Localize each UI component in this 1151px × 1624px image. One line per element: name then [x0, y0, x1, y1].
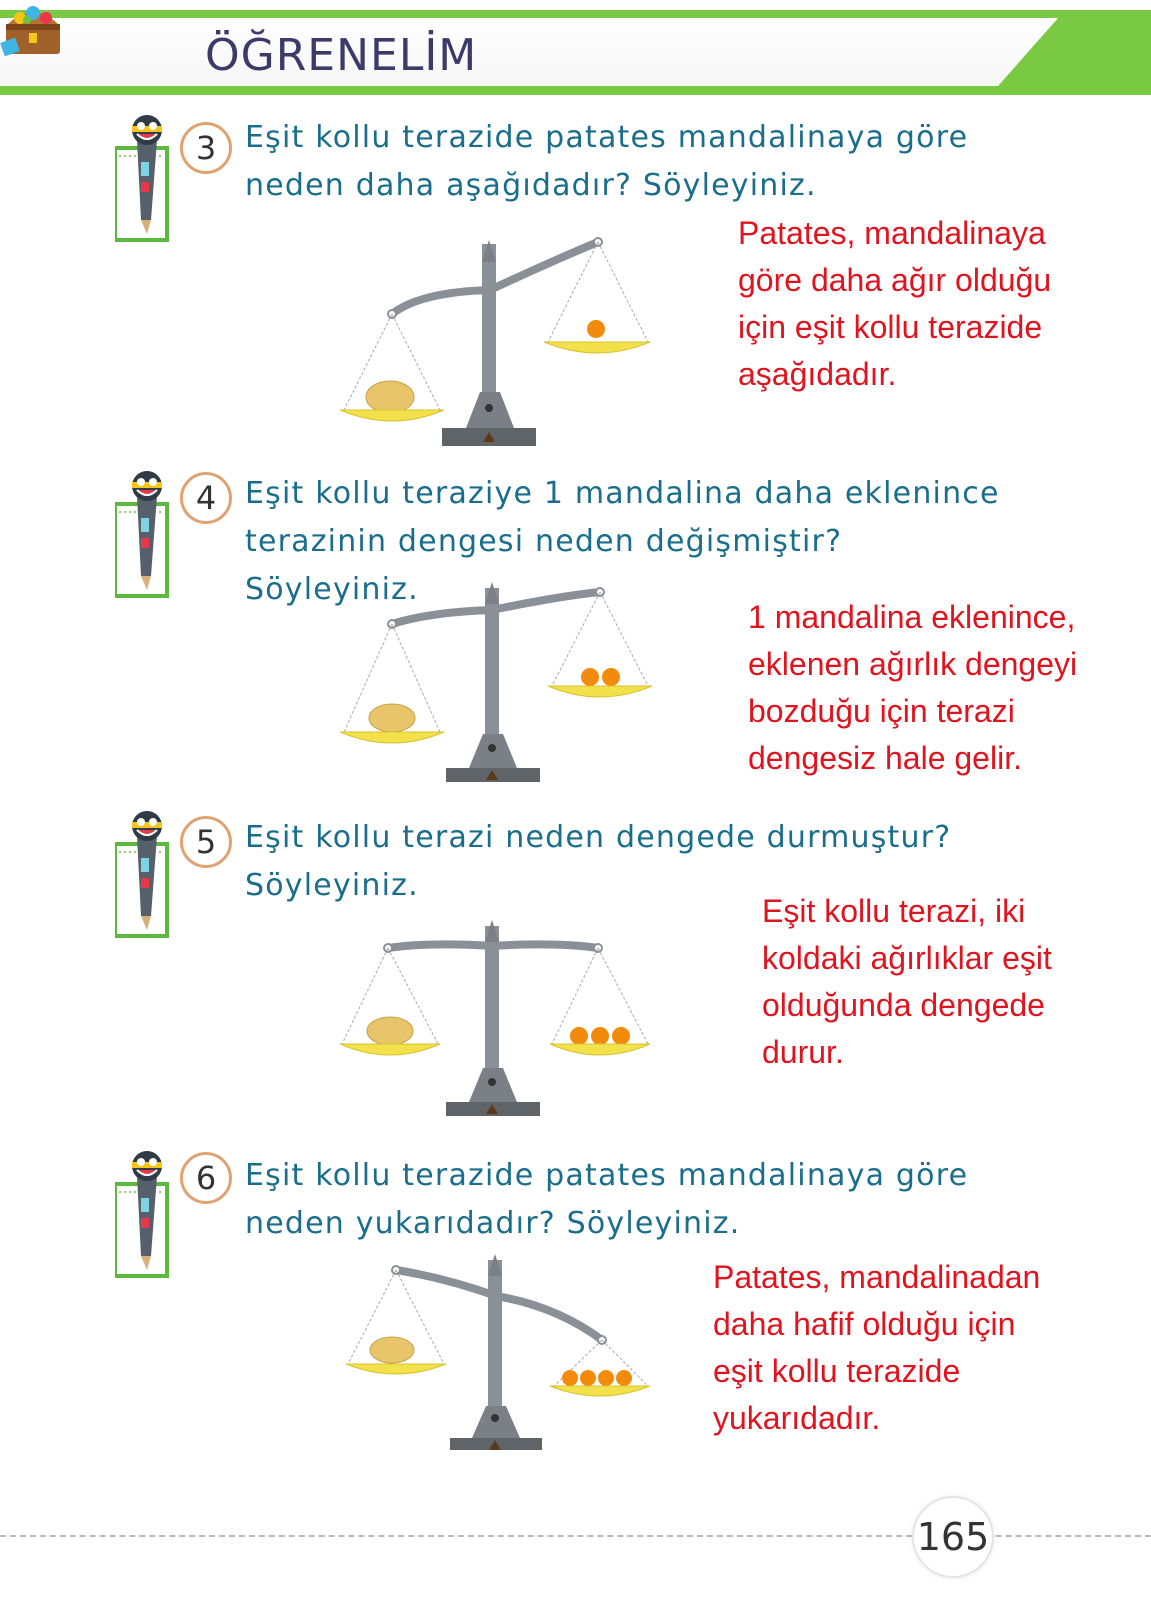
answer-text	[713, 1254, 1040, 1442]
question-line: Eşit kollu teraziye 1 mandalina daha eklenince	[245, 476, 1000, 511]
question-line: Söyleyiniz.	[245, 868, 419, 903]
answer-text	[738, 210, 1051, 398]
balance-scale-image	[330, 232, 660, 452]
answer-line: göre daha ağır olduğu	[738, 262, 1052, 298]
question-line: Eşit kollu terazide patates mandalinaya göre	[245, 120, 969, 155]
answer-line: dengesiz hale gelir.	[748, 740, 1022, 776]
answer-line: bozduğu için terazi	[748, 693, 1015, 729]
answer-line: aşağıdadır.	[738, 356, 897, 392]
answer-line: yukarıdadır.	[713, 1400, 881, 1436]
pen-mascot-icon	[115, 808, 171, 938]
question-number: 4	[180, 472, 232, 524]
balance-scale-image	[336, 1254, 666, 1454]
answer-line: koldaki ağırlıklar eşit	[762, 940, 1052, 976]
pen-mascot-icon	[115, 112, 171, 242]
question-number: 6	[180, 1152, 232, 1204]
question-number: 5	[180, 816, 232, 868]
header-banner	[0, 0, 1151, 100]
question-line: neden daha aşağıdadır? Söyleyiniz.	[245, 168, 817, 203]
answer-text	[748, 594, 1077, 782]
answer-line: için eşit kollu terazide	[738, 309, 1043, 345]
answer-line: Patates, mandalinadan	[713, 1259, 1041, 1295]
page-header	[0, 0, 1151, 100]
balance-scale-image	[330, 578, 660, 788]
answer-line: eşit kollu terazide	[713, 1353, 961, 1389]
question-line: neden yukarıdadır? Söyleyiniz.	[245, 1206, 741, 1241]
treasure-chest-icon	[0, 0, 66, 58]
balance-scale-image	[330, 916, 660, 1120]
question-text	[245, 114, 1005, 210]
question-text	[245, 1152, 1005, 1248]
page-title: ÖĞRENELİM	[205, 30, 478, 81]
answer-line: daha hafif olduğu için	[713, 1306, 1016, 1342]
answer-line: Patates, mandalinaya	[738, 215, 1046, 251]
answer-line: durur.	[762, 1034, 844, 1070]
answer-text	[762, 888, 1052, 1076]
pen-mascot-icon	[115, 468, 171, 598]
pen-mascot-icon	[115, 1148, 171, 1278]
question-number: 3	[180, 122, 232, 174]
answer-line: 1 mandalina eklenince,	[748, 599, 1076, 635]
question-line: Eşit kollu terazi neden dengede durmuştur?	[245, 820, 952, 855]
answer-line: olduğunda dengede	[762, 987, 1045, 1023]
answer-line: Eşit kollu terazi, iki	[762, 893, 1026, 929]
answer-line: eklenen ağırlık dengeyi	[748, 646, 1078, 682]
question-line: Eşit kollu terazide patates mandalinaya göre	[245, 1158, 969, 1193]
page-number: 165	[912, 1496, 994, 1578]
question-line: terazinin dengesi neden değişmiştir? Söyleyiniz.	[245, 524, 843, 607]
